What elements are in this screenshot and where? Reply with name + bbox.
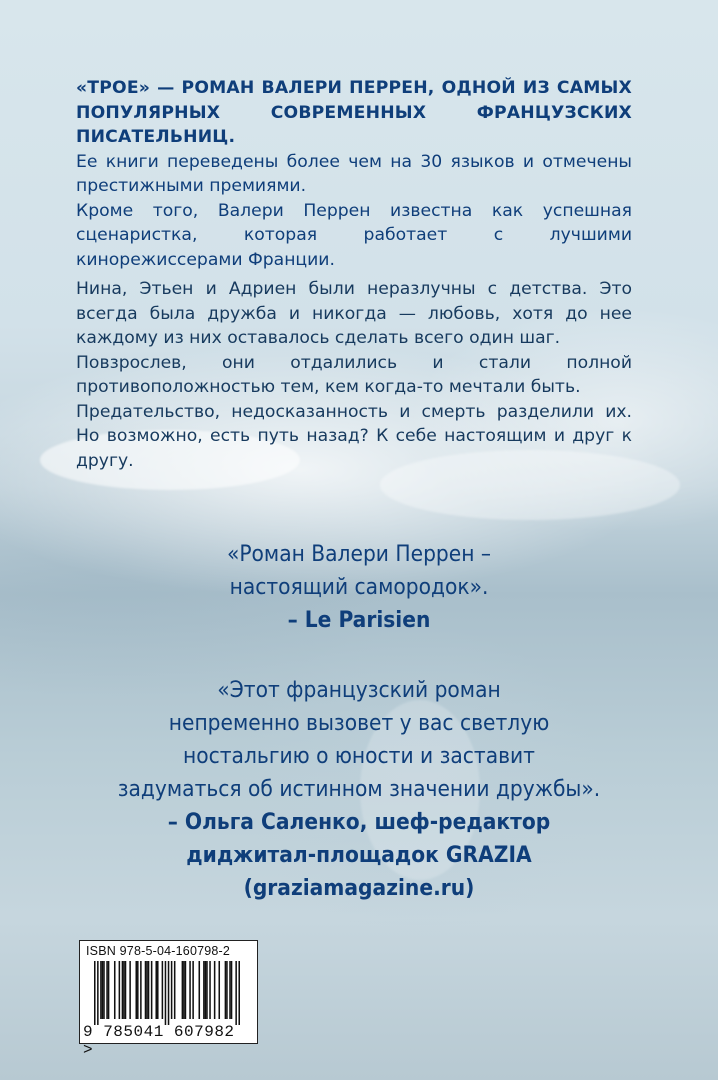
barcode-bar [183, 961, 185, 1019]
intro-lead-line-1: «ТРОЕ» — РОМАН ВАЛЕРИ ПЕРРЕН, ОДНОЙ ИЗ САМЫХ [76, 78, 632, 98]
quote-le-parisien [0, 538, 718, 637]
barcode-bar [114, 961, 116, 1019]
quote-line: ностальгию о юности и заставит [183, 743, 535, 769]
barcode-bar [168, 961, 170, 1025]
barcode-bar [192, 961, 194, 1019]
barcode-bar [206, 961, 208, 1019]
barcode-bar [122, 961, 124, 1019]
quote-source: – Ольга Саленко, шеф-редактор [167, 809, 551, 835]
barcode-bar [203, 961, 205, 1019]
story-paragraph-3: Предательство, недосказанность и смерть разделили их. Но возможно, есть путь назад? К себе настоящим и друг к другу. [76, 401, 632, 471]
barcode-bar [171, 961, 173, 1019]
intro-paragraph-languages: Ее книги переведены более чем на 30 языков и отмечены престижными премиями. [76, 151, 632, 196]
quote-source: диджитал-площадок GRAZIA [186, 842, 532, 868]
barcode-bar [145, 961, 147, 1019]
barcode-bar [225, 961, 227, 1019]
barcode-bar [238, 961, 240, 1025]
barcode-bars [94, 961, 240, 1025]
barcode-bar [174, 961, 176, 1019]
intro-paragraph-screenwriter: Кроме того, Валери Перрен известна как успешная сценаристка, которая работает с лучшими кинорежиссерами Франции. [76, 200, 632, 270]
barcode-bar [165, 961, 167, 1025]
barcode-bar [125, 961, 127, 1019]
barcode-bar [148, 961, 150, 1019]
barcode-bar [94, 961, 96, 1025]
barcode-bar [135, 961, 137, 1019]
quote-line: «Роман Валери Перрен – [226, 541, 492, 567]
barcode-bar [155, 961, 157, 1019]
quote-source: – Le Parisien [287, 607, 431, 633]
barcode-bar [108, 961, 110, 1019]
barcode-bar [157, 961, 159, 1019]
barcode-bar [205, 961, 207, 1019]
story-paragraph-2: Повзрослев, они отдалились и стали полной противоположностью тем, кем когда-то мечтали быть. [76, 352, 632, 397]
intro-block [76, 76, 632, 272]
barcode-bar [214, 961, 216, 1019]
story-block [76, 277, 632, 473]
barcode-digits: 9 785041 607982 > [83, 1023, 235, 1059]
barcode-bar [97, 961, 99, 1025]
barcode-bar [185, 961, 187, 1019]
quote-source: (graziamagazine.ru) [243, 875, 475, 901]
barcode-bar [146, 961, 148, 1019]
isbn-barcode [79, 940, 258, 1059]
barcode-bar [162, 961, 164, 1019]
barcode-bar [123, 961, 125, 1019]
barcode-bar [102, 961, 104, 1019]
barcode-bar [231, 961, 233, 1019]
barcode-bar [140, 961, 142, 1019]
barcode-bar [129, 961, 131, 1019]
barcode-bar [151, 961, 153, 1019]
quote-line: настоящий самородок». [229, 574, 489, 600]
barcode-bar [100, 961, 102, 1019]
quote-line: задуматься об истинном значении дружбы». [117, 776, 601, 802]
intro-lead-line-2: ПОПУЛЯРНЫХ СОВРЕМЕННЫХ ФРАНЦУЗСКИХ ПИСАТЕЛЬНИЦ. [76, 102, 632, 147]
barcode-bar [119, 961, 121, 1019]
isbn-number: ISBN 978-5-04-160798-2 [86, 944, 231, 958]
story-paragraph-1: Нина, Этьен и Адриен были неразлучны с детства. Это всегда была дружба и никогда — любовь, хотя до нее каждому из них оставалось сделать всего один шаг. [76, 279, 632, 348]
barcode-bar [137, 961, 139, 1019]
barcode-bar [106, 961, 108, 1019]
barcode-bar [235, 961, 237, 1025]
barcode-bar [103, 961, 105, 1019]
barcode-bar [182, 961, 184, 1019]
barcode-bar [199, 961, 201, 1019]
barcode-bar [209, 961, 211, 1019]
barcode-bar [189, 961, 191, 1019]
barcode-bar [229, 961, 231, 1019]
barcode-bar [218, 961, 220, 1019]
barcode-bar [226, 961, 228, 1019]
quote-line: «Этот французский роман [217, 677, 501, 703]
quote-line: непременно вызовет у вас светлую [168, 710, 550, 736]
quote-grazia [0, 674, 718, 905]
